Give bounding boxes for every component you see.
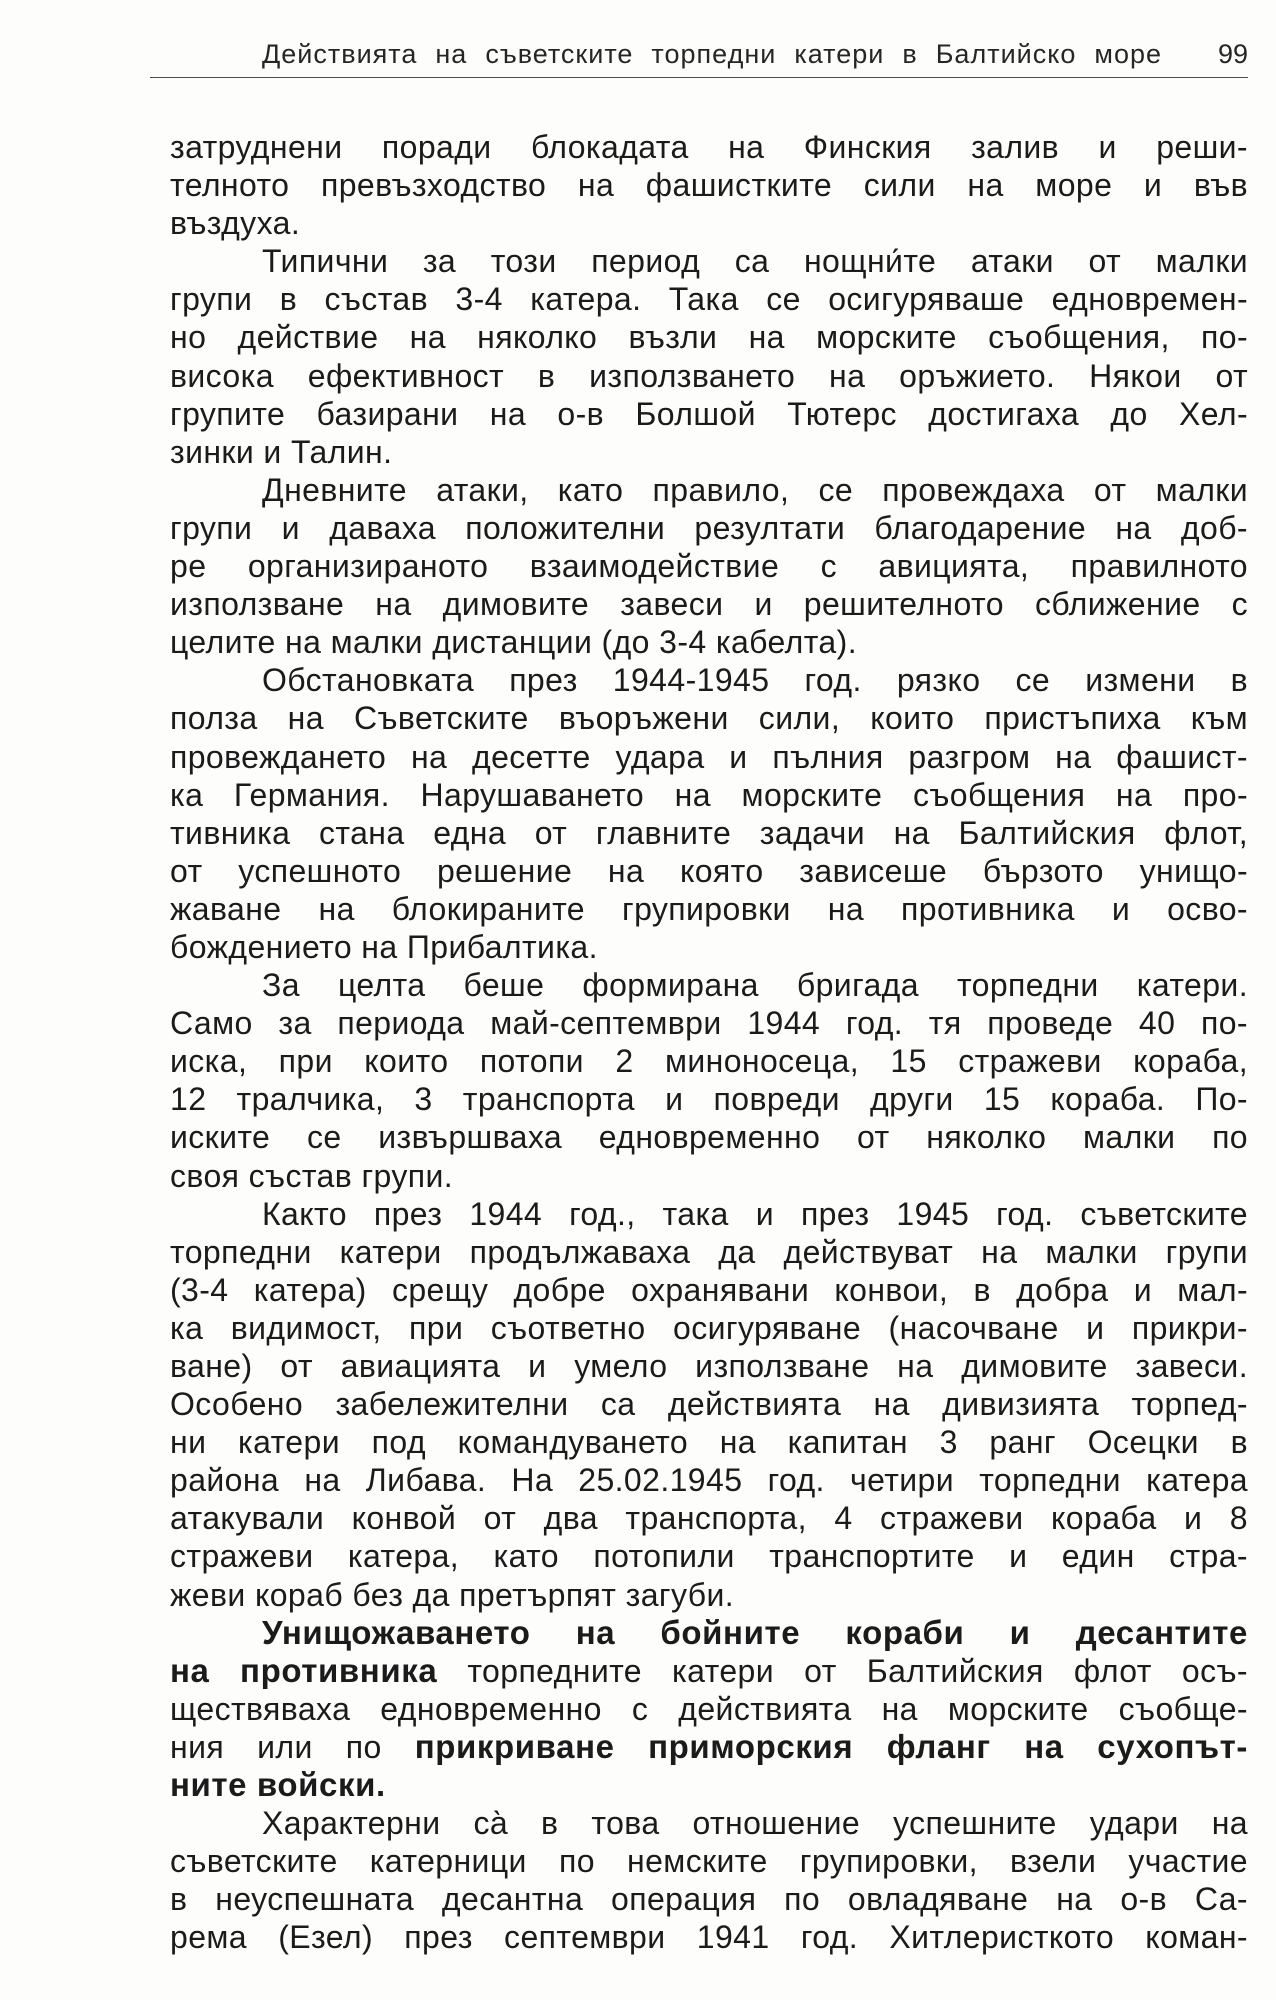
paragraph: [170, 966, 1248, 1195]
text-line: За целта беше формирана бригада торпедни катери.: [262, 967, 1248, 1004]
text-line: използване на димовите завеси и решителното сближение с: [170, 586, 1248, 623]
text-line: стражеви катера, като потопили транспортите и един стра-: [170, 1538, 1248, 1575]
paragraph: [170, 1614, 1248, 1804]
text-line: ществяваха едновременно с действията на морските съобще-: [170, 1690, 1248, 1727]
text-line: района на Либава. На 25.02.1945 год. четири торпедни катера: [170, 1462, 1248, 1499]
text-line: Както през 1944 год., така и през 1945 год. съветските: [262, 1195, 1248, 1232]
text-line: Дневните атаки, като правило, се провеждаха от малки: [262, 471, 1248, 508]
running-head: Действията на съветските торпедни катери в Балтийско море: [262, 39, 1162, 69]
paragraph: [170, 1804, 1248, 1956]
text-line: 12 тралчика, 3 транспорта и повреди други 15 кораба. По-: [170, 1081, 1248, 1118]
text-line: ре организираното взаимодействие с авицията, правилното: [170, 548, 1248, 585]
text-line: съветските катерници по немските групировки, взели участие: [170, 1843, 1248, 1880]
bold-phrase: на противника: [170, 1651, 438, 1689]
paragraph: [170, 1195, 1248, 1614]
text-line: иска, при които потопи 2 миноносеца, 15 стражеви кораба,: [170, 1043, 1248, 1080]
text-line: зинки и Талин.: [170, 433, 393, 470]
text-line: рема (Езел) през септември 1941 год. Хитлеристкото коман-: [170, 1919, 1248, 1956]
text-line: тивника стана една от главните задачи на Балтийския флот,: [170, 814, 1248, 851]
text-line: висока ефективност в използването на оръжието. Някои от: [170, 357, 1248, 394]
page-number: 99: [1218, 39, 1249, 69]
text-line: ка Германия. Нарушаването на морските съобщения на про-: [170, 776, 1248, 813]
text-line: (3-4 катера) срещу добре охранявани конвои, в добра и мал-: [170, 1271, 1248, 1308]
text-line: Характерни са̀ в това отношение успешните удари на: [262, 1805, 1248, 1842]
text-line: своя състав групи.: [170, 1157, 454, 1194]
text-line: групи и даваха положителни резултати благодарение на доб-: [170, 509, 1248, 546]
text-line: Особено забележителни са действията на дивизията торпед-: [170, 1386, 1248, 1423]
text-line: групи в състав 3-4 катера. Така се осигуряваше едновремен-: [170, 281, 1248, 318]
text-line: ване) от авиацията и умело използване на димовите завеси.: [170, 1348, 1248, 1384]
text-line: но действие на няколко възли на морските съобщения, по-: [170, 319, 1248, 356]
text-line: [170, 1728, 1248, 1766]
text-line: в неуспешната десантна операция по овладяване на о-в Са-: [170, 1881, 1248, 1918]
text-line: ни катери под командуването на капитан 3 ранг Осецки в: [170, 1424, 1248, 1461]
text-line: телното превъзходство на фашистките сили на море и във: [170, 167, 1248, 204]
text-line: затруднени поради блокадата на Финския залив и реши-: [170, 129, 1248, 165]
text-line: ка видимост, при съответно осигуряване (насочване и прикри-: [170, 1309, 1248, 1346]
text-line: торпедни катери продължаваха да действуват на малки групи: [170, 1233, 1248, 1270]
text-line: атакували конвой от два транспорта, 4 стражеви кораба и 8: [170, 1500, 1248, 1537]
text-line: Само за периода май-септември 1944 год. тя проведе 40 по-: [170, 1005, 1248, 1042]
text-line: групите базирани на о-в Болшой Тютерс достигаха до Хел-: [170, 395, 1248, 432]
text-run: ния или по: [170, 1728, 382, 1765]
text-line: иските се извършваха едновременно от няколко малки по: [170, 1119, 1248, 1156]
text-line: Типични за този период са нощни́те атаки от малки: [262, 243, 1248, 280]
text-line: провеждането на десетте удара и пълния разгром на фашист-: [170, 738, 1248, 775]
text-line: Обстановката през 1944-1945 год. рязко се измени в: [262, 662, 1248, 699]
page-body: [170, 128, 1248, 1957]
text-run: торпедните катери от Балтийския флот осъ-: [467, 1652, 1248, 1689]
paragraph: [170, 242, 1248, 471]
text-line: бождението на Прибалтика.: [170, 928, 598, 965]
text-line: полза на Съветските въоръжени сили, които пристъпиха към: [170, 700, 1248, 737]
text-line: жаване на блокираните групировки на противника и осво-: [170, 890, 1248, 927]
text-line: жеви кораб без да претърпят загуби.: [170, 1576, 735, 1613]
paragraph: [170, 661, 1248, 966]
paragraph: [170, 471, 1248, 661]
header-rule: [150, 77, 1248, 78]
text-line: Унищожаването на бойните кораби и десантите: [262, 1613, 1248, 1651]
text-line: [170, 1652, 1248, 1690]
bold-phrase: прикриване приморския фланг на сухопът-: [414, 1727, 1248, 1765]
text-line: от успешното решение на която зависеше бързото унищо-: [170, 852, 1248, 889]
paragraph: [170, 128, 1248, 242]
text-line: ните войски.: [170, 1766, 386, 1804]
text-line: въздуха.: [170, 205, 301, 242]
text-line: целите на малки дистанции (до 3-4 кабелта).: [170, 624, 857, 661]
